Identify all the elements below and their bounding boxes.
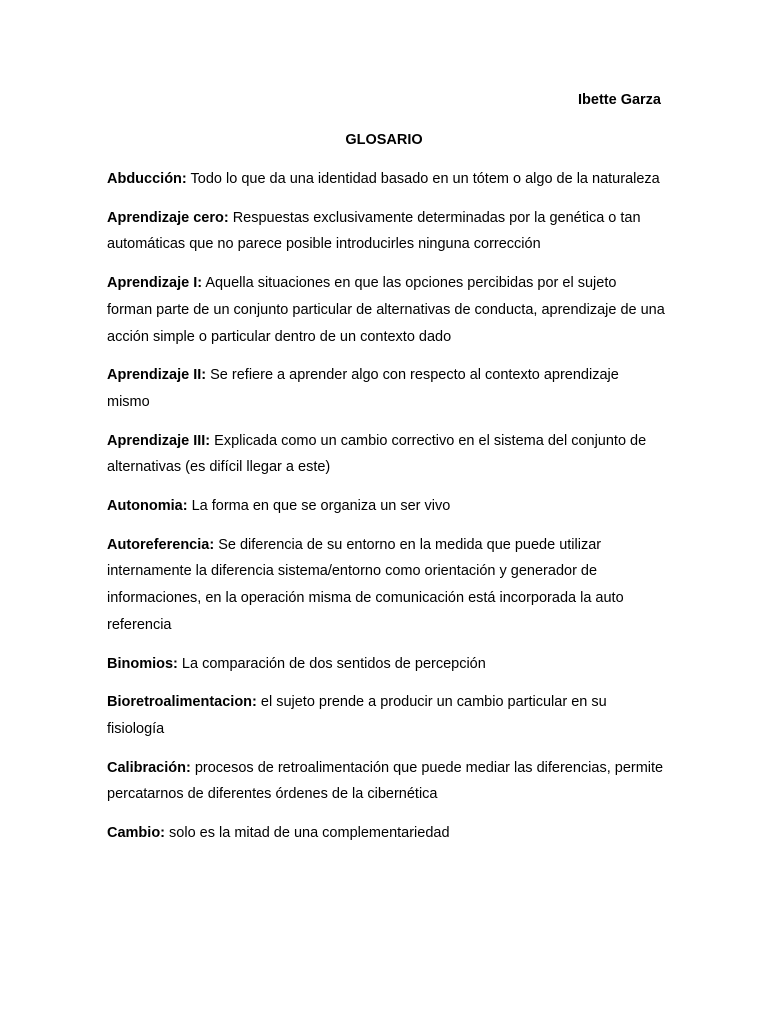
glossary-term: Aprendizaje III: (107, 432, 211, 449)
glossary-definition: el sujeto prende a producir un cambio particular en su fisiología (107, 694, 607, 737)
glossary-entry (107, 651, 665, 678)
glossary-term: Autonomia: (107, 498, 188, 515)
page-title: GLOSARIO (345, 132, 423, 148)
glossary-entry (107, 820, 665, 847)
glossary-definition: solo es la mitad de una complementariedad (169, 825, 450, 842)
glossary-definition: Se refiere a aprender algo con respecto al contexto aprendizaje mismo (107, 367, 619, 410)
glossary-term: Aprendizaje cero: (107, 209, 229, 226)
glossary-definition: La comparación de dos sentidos de percepción (181, 655, 486, 672)
glossary-entry (107, 205, 665, 258)
glossary-term: Calibración: (107, 759, 191, 776)
glossary-definition: Aquella situaciones en que las opciones percibidas por el sujeto forman parte de un conjunto particular de alternativas de conducta, aprendizaje de una acción simple o particular dentro de un contexto dado (107, 275, 665, 345)
glossary-entry (107, 532, 665, 639)
glossary-entry (107, 166, 665, 193)
glossary-definition: procesos de retroalimentación que puede mediar las diferencias, permite percatarnos de diferentes órdenes de la cibernética (107, 759, 664, 803)
glossary-term: Cambio: (107, 825, 165, 842)
glossary-term: Aprendizaje I: (107, 275, 203, 292)
glossary-definition: Todo lo que da una identidad basado en un tótem o algo de la naturaleza (190, 171, 660, 187)
glossary-entry (107, 428, 665, 481)
glossary-term: Bioretroalimentacion: (107, 694, 257, 711)
glossary-entry (107, 362, 665, 415)
glossary-definition: La forma en que se organiza un ser vivo (191, 498, 451, 515)
glossary-list (107, 166, 665, 859)
glossary-entry (107, 689, 665, 742)
glossary-definition: Explicada como un cambio correctivo en el sistema del conjunto de alternativas (es difícil llegar a este) (107, 432, 647, 476)
glossary-definition: Respuestas exclusivamente determinadas por la genética o tan automáticas que no parece posible introducirles ninguna corrección (107, 209, 641, 253)
glossary-entry (107, 270, 665, 350)
glossary-term: Autoreferencia: (107, 536, 215, 553)
glossary-entry (107, 493, 665, 520)
glossary-term: Aprendizaje II: (107, 367, 207, 384)
author-name: Ibette Garza (578, 92, 661, 108)
glossary-term: Abducción: (107, 171, 187, 187)
glossary-term: Binomios: (107, 655, 178, 672)
glossary-entry (107, 755, 665, 808)
glossary-definition: Se diferencia de su entorno en la medida que puede utilizar internamente la diferencia sistema/entorno como orientación y generador de informaciones, en la operación misma de comunicación está incorporada la auto referencia (107, 536, 624, 633)
